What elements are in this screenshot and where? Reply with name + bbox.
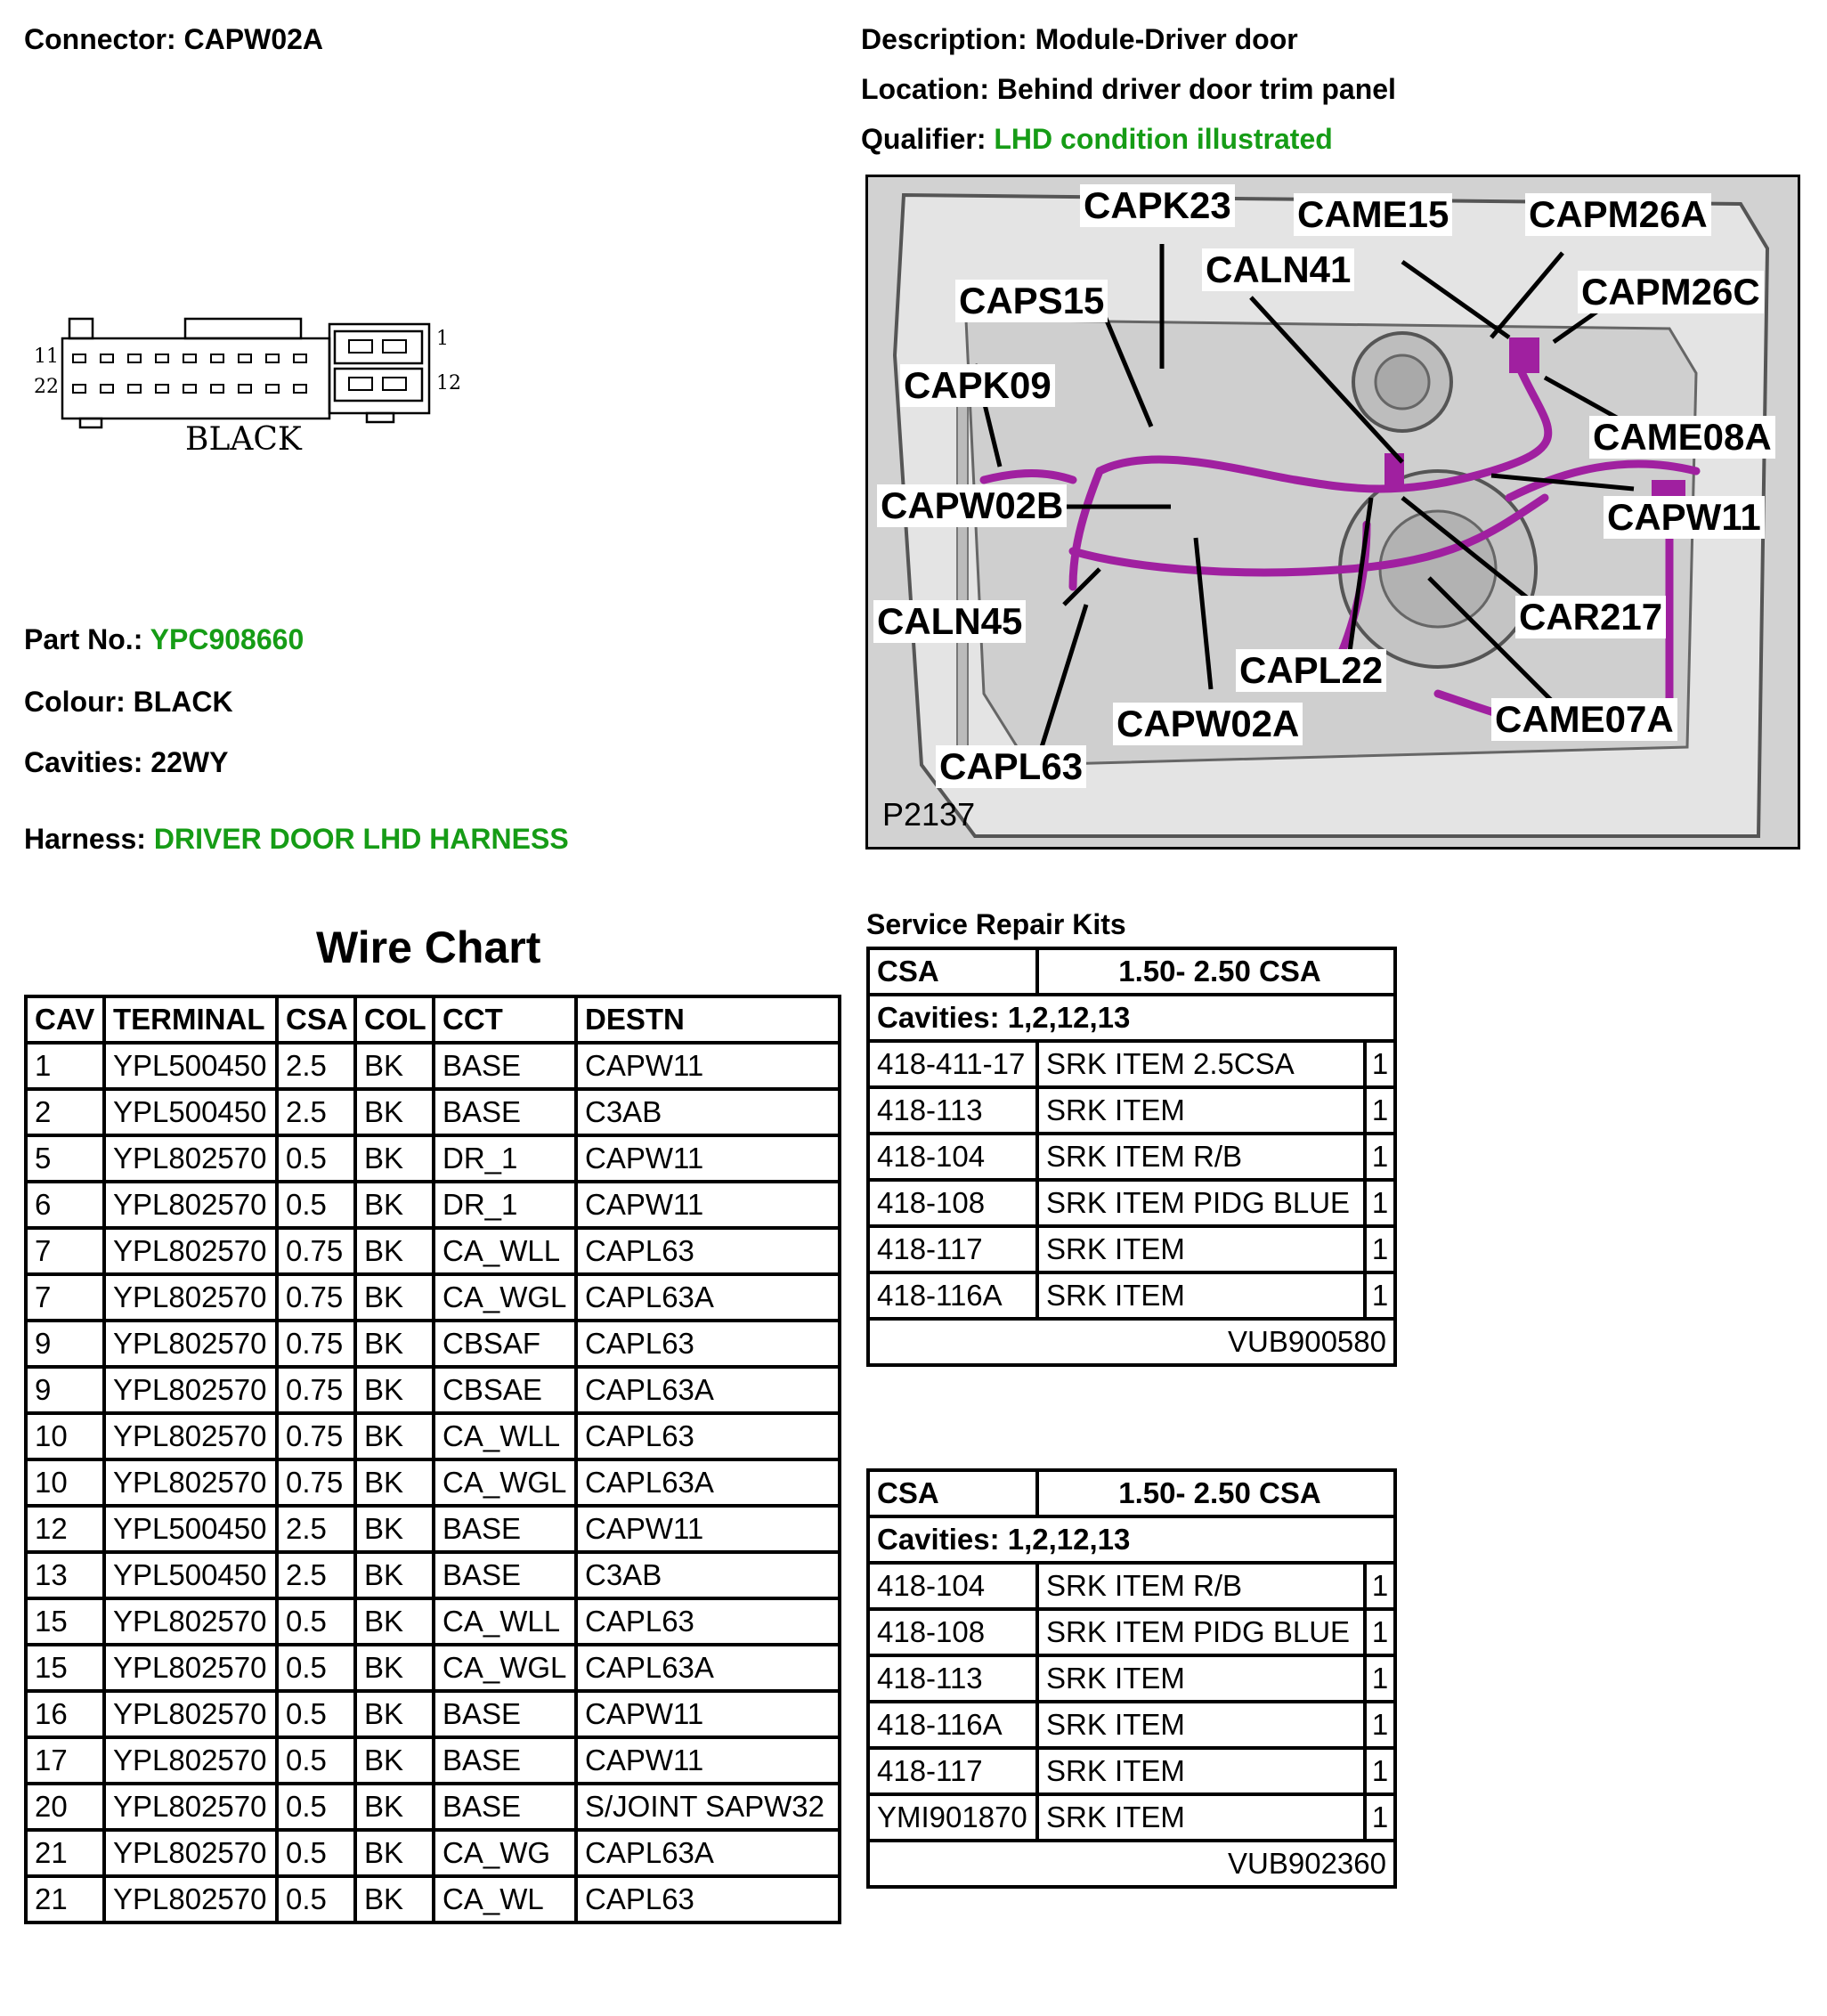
connector-pin [73, 354, 85, 362]
table-row [26, 1089, 840, 1135]
kit-item-part: 418-113 [868, 1087, 1037, 1134]
cell-terminal: YPL500450 [104, 1089, 277, 1135]
table-row [26, 1737, 840, 1784]
cell-cav: 20 [26, 1784, 104, 1830]
cell-cav: 15 [26, 1598, 104, 1645]
cell-cct: CBSAE [434, 1367, 576, 1413]
cell-csa: 0.5 [277, 1737, 355, 1784]
kit-ref-row [868, 1319, 1395, 1365]
connector-pin [183, 354, 196, 362]
cell-col: BK [355, 1321, 434, 1367]
cell-csa: 2.5 [277, 1089, 355, 1135]
kit-reference: VUB902360 [868, 1841, 1395, 1887]
kit-item-desc: SRK ITEM [1037, 1794, 1365, 1841]
kit-item-row [868, 1272, 1395, 1319]
kit-item-row [868, 1226, 1395, 1272]
cell-destn: CAPW11 [576, 1182, 840, 1228]
cell-cct: BASE [434, 1506, 576, 1552]
cell-col: BK [355, 1506, 434, 1552]
cell-destn: CAPL63A [576, 1459, 840, 1506]
wire-chart-table [24, 995, 841, 1924]
kit-ref-row [868, 1841, 1395, 1887]
cell-csa: 0.75 [277, 1367, 355, 1413]
cell-destn: C3AB [576, 1089, 840, 1135]
cell-col: BK [355, 1552, 434, 1598]
cell-col: BK [355, 1645, 434, 1691]
callout-capk23: CAPK23 [1080, 184, 1235, 227]
cell-destn: CAPW11 [576, 1135, 840, 1182]
cell-cct: BASE [434, 1737, 576, 1784]
table-row [26, 1274, 840, 1321]
kit-item-desc: SRK ITEM 2.5CSA [1037, 1041, 1365, 1087]
connector-pin [128, 354, 141, 362]
kit-item-desc: SRK ITEM [1037, 1748, 1365, 1794]
harness: Harness: DRIVER DOOR LHD HARNESS [24, 823, 569, 855]
table-row [26, 1182, 840, 1228]
kit-csa-range: 1.50- 2.50 CSA [1037, 1470, 1395, 1516]
cell-terminal: YPL802570 [104, 1598, 277, 1645]
cell-cct: CBSAF [434, 1321, 576, 1367]
cell-destn: CAPW11 [576, 1043, 840, 1089]
cell-col: BK [355, 1876, 434, 1923]
cell-cav: 17 [26, 1737, 104, 1784]
cell-terminal: YPL802570 [104, 1691, 277, 1737]
image-reference: P2137 [882, 796, 976, 833]
callout-came15: CAME15 [1294, 193, 1452, 236]
cell-cav: 10 [26, 1459, 104, 1506]
cell-cct: CA_WGL [434, 1459, 576, 1506]
cell-terminal: YPL802570 [104, 1321, 277, 1367]
cell-csa: 0.75 [277, 1459, 355, 1506]
connector-pin [128, 385, 141, 393]
callout-capw02b: CAPW02B [877, 484, 1067, 527]
table-row [26, 1830, 840, 1876]
kit-item-desc: SRK ITEM PIDG BLUE [1037, 1180, 1365, 1226]
table-row [26, 1228, 840, 1274]
kit-item-desc: SRK ITEM [1037, 1226, 1365, 1272]
kit-item-desc: SRK ITEM R/B [1037, 1134, 1365, 1180]
cell-cct: BASE [434, 1089, 576, 1135]
cell-csa: 0.5 [277, 1135, 355, 1182]
cell-cav: 21 [26, 1830, 104, 1876]
table-row [26, 1645, 840, 1691]
callout-capw02a: CAPW02A [1113, 703, 1303, 745]
callout-caln45: CALN45 [873, 600, 1026, 643]
door-location-image [865, 175, 1800, 849]
cell-col: BK [355, 1043, 434, 1089]
kit-item-qty: 1 [1365, 1563, 1395, 1609]
connector-pin [294, 354, 306, 362]
table-row [26, 1876, 840, 1923]
cell-csa: 0.75 [277, 1321, 355, 1367]
header-cav: CAV [26, 996, 104, 1043]
kit-item-row [868, 1609, 1395, 1655]
kit-csa-range: 1.50- 2.50 CSA [1037, 948, 1395, 995]
cell-col: BK [355, 1135, 434, 1182]
cell-csa: 0.5 [277, 1182, 355, 1228]
location: Location: Behind driver door trim panel [861, 73, 1396, 105]
cell-csa: 2.5 [277, 1552, 355, 1598]
cell-terminal: YPL802570 [104, 1182, 277, 1228]
kit-item-desc: SRK ITEM R/B [1037, 1563, 1365, 1609]
pin-label-22: 22 [34, 376, 59, 398]
repair-kit-table [866, 1468, 1397, 1889]
cell-cav: 10 [26, 1413, 104, 1459]
cell-csa: 2.5 [277, 1043, 355, 1089]
kit-item-row [868, 1134, 1395, 1180]
kit-csa-row [868, 948, 1395, 995]
kit-item-row [868, 1748, 1395, 1794]
kit-item-row [868, 1180, 1395, 1226]
cell-cct: CA_WG [434, 1830, 576, 1876]
cell-destn: CAPW11 [576, 1737, 840, 1784]
cell-terminal: YPL802570 [104, 1274, 277, 1321]
kit-csa-label: CSA [868, 948, 1037, 995]
kit-item-part: 418-113 [868, 1655, 1037, 1702]
cell-cav: 15 [26, 1645, 104, 1691]
kit-item-desc: SRK ITEM [1037, 1655, 1365, 1702]
cell-cct: DR_1 [434, 1135, 576, 1182]
cell-col: BK [355, 1367, 434, 1413]
kit-item-qty: 1 [1365, 1180, 1395, 1226]
cell-col: BK [355, 1737, 434, 1784]
kit-item-desc: SRK ITEM PIDG BLUE [1037, 1609, 1365, 1655]
callout-capk09: CAPK09 [900, 364, 1055, 407]
header-csa: CSA [277, 996, 355, 1043]
kit-item-part: 418-108 [868, 1180, 1037, 1226]
cell-terminal: YPL802570 [104, 1645, 277, 1691]
connector-colour-label: BLACK [185, 421, 302, 458]
callout-came07a: CAME07A [1491, 698, 1677, 741]
cell-cct: CA_WGL [434, 1645, 576, 1691]
cell-cct: BASE [434, 1043, 576, 1089]
kit-cavities-row [868, 1516, 1395, 1563]
header-col: COL [355, 996, 434, 1043]
callout-capl63: CAPL63 [936, 745, 1086, 788]
connector-pin [183, 385, 196, 393]
connector-pin [73, 385, 85, 393]
connector-pin [156, 354, 168, 362]
cell-terminal: YPL802570 [104, 1459, 277, 1506]
cell-destn: CAPL63 [576, 1413, 840, 1459]
cell-cav: 9 [26, 1367, 104, 1413]
description: Description: Module-Driver door [861, 23, 1298, 55]
cell-col: BK [355, 1182, 434, 1228]
cell-cct: DR_1 [434, 1182, 576, 1228]
cell-destn: CAPL63 [576, 1228, 840, 1274]
kit-item-desc: SRK ITEM [1037, 1702, 1365, 1748]
pin-label-11: 11 [34, 345, 59, 368]
kit-item-row [868, 1087, 1395, 1134]
kit-item-part: YMI901870 [868, 1794, 1037, 1841]
cell-col: BK [355, 1089, 434, 1135]
callout-capm26c: CAPM26C [1578, 271, 1764, 313]
kit-item-qty: 1 [1365, 1041, 1395, 1087]
connector-pin [211, 354, 223, 362]
kit-item-qty: 1 [1365, 1087, 1395, 1134]
cell-csa: 0.5 [277, 1598, 355, 1645]
table-row [26, 1135, 840, 1182]
cell-col: BK [355, 1228, 434, 1274]
header-destn: DESTN [576, 996, 840, 1043]
connector-pin [156, 385, 168, 393]
cell-cav: 21 [26, 1876, 104, 1923]
cavities: Cavities: 22WY [24, 746, 229, 778]
table-row [26, 1784, 840, 1830]
callout-caps15: CAPS15 [955, 280, 1108, 322]
cell-terminal: YPL802570 [104, 1830, 277, 1876]
kit-cavities: Cavities: 1,2,12,13 [868, 995, 1395, 1041]
callout-capw11: CAPW11 [1604, 496, 1765, 539]
callout-came08a: CAME08A [1589, 416, 1775, 459]
table-row [26, 1506, 840, 1552]
cell-csa: 0.75 [277, 1413, 355, 1459]
cell-destn: CAPL63A [576, 1367, 840, 1413]
cell-terminal: YPL500450 [104, 1506, 277, 1552]
cell-cav: 1 [26, 1043, 104, 1089]
cell-cct: CA_WL [434, 1876, 576, 1923]
table-row [26, 1321, 840, 1367]
kit-item-qty: 1 [1365, 1748, 1395, 1794]
callout-capl22: CAPL22 [1236, 649, 1386, 692]
header-cct: CCT [434, 996, 576, 1043]
kit-csa-row [868, 1470, 1395, 1516]
kit-reference: VUB900580 [868, 1319, 1395, 1365]
cell-cav: 16 [26, 1691, 104, 1737]
cell-cct: CA_WLL [434, 1598, 576, 1645]
cell-destn: CAPL63A [576, 1830, 840, 1876]
cell-destn: CAPL63 [576, 1598, 840, 1645]
part-number: Part No.: YPC908660 [24, 623, 304, 655]
connector-pin [239, 354, 251, 362]
cell-cct: BASE [434, 1552, 576, 1598]
cell-col: BK [355, 1691, 434, 1737]
callout-caln41: CALN41 [1202, 248, 1354, 291]
cell-destn: CAPW11 [576, 1691, 840, 1737]
table-row [26, 1043, 840, 1089]
callout-capm26a: CAPM26A [1525, 193, 1711, 236]
kit-item-row [868, 1702, 1395, 1748]
cell-cav: 7 [26, 1228, 104, 1274]
connector-pin [211, 385, 223, 393]
cell-cav: 9 [26, 1321, 104, 1367]
table-row [26, 1691, 840, 1737]
kit-cavities-row [868, 995, 1395, 1041]
cell-destn: CAPL63 [576, 1321, 840, 1367]
header-terminal: TERMINAL [104, 996, 277, 1043]
cell-col: BK [355, 1784, 434, 1830]
kit-item-part: 418-104 [868, 1563, 1037, 1609]
cell-cct: CA_WLL [434, 1413, 576, 1459]
cell-destn: CAPL63 [576, 1876, 840, 1923]
kit-item-part: 418-117 [868, 1748, 1037, 1794]
cell-destn: CAPW11 [576, 1506, 840, 1552]
kit-item-part: 418-108 [868, 1609, 1037, 1655]
cell-csa: 0.5 [277, 1784, 355, 1830]
kit-item-part: 418-411-17 [868, 1041, 1037, 1087]
cell-cct: CA_WGL [434, 1274, 576, 1321]
cell-cct: CA_WLL [434, 1228, 576, 1274]
cell-terminal: YPL802570 [104, 1228, 277, 1274]
cell-terminal: YPL802570 [104, 1367, 277, 1413]
kit-item-qty: 1 [1365, 1702, 1395, 1748]
cell-destn: C3AB [576, 1552, 840, 1598]
kit-item-qty: 1 [1365, 1609, 1395, 1655]
kit-item-row [868, 1041, 1395, 1087]
cell-cav: 7 [26, 1274, 104, 1321]
cell-destn: S/JOINT SAPW32 [576, 1784, 840, 1830]
pin-label-1: 1 [436, 328, 449, 350]
cell-terminal: YPL802570 [104, 1737, 277, 1784]
table-row [26, 1459, 840, 1506]
kit-item-row [868, 1563, 1395, 1609]
kit-item-qty: 1 [1365, 1655, 1395, 1702]
connector-pin [239, 385, 251, 393]
cell-terminal: YPL802570 [104, 1135, 277, 1182]
cell-cct: BASE [434, 1784, 576, 1830]
cell-destn: CAPL63A [576, 1274, 840, 1321]
cell-csa: 2.5 [277, 1506, 355, 1552]
cell-cav: 5 [26, 1135, 104, 1182]
cell-col: BK [355, 1413, 434, 1459]
connector-face-drawing [27, 303, 481, 472]
cell-cav: 12 [26, 1506, 104, 1552]
kit-item-qty: 1 [1365, 1794, 1395, 1841]
cell-csa: 0.5 [277, 1645, 355, 1691]
wire-chart-title: Wire Chart [316, 923, 541, 972]
service-repair-kits-title: Service Repair Kits [866, 908, 1126, 940]
kit-item-qty: 1 [1365, 1226, 1395, 1272]
kit-item-desc: SRK ITEM [1037, 1272, 1365, 1319]
cell-csa: 0.5 [277, 1876, 355, 1923]
connector-pin [266, 354, 279, 362]
connector-id: Connector: CAPW02A [24, 23, 324, 55]
connector-pin [266, 385, 279, 393]
cell-cav: 13 [26, 1552, 104, 1598]
table-row [26, 1552, 840, 1598]
cell-terminal: YPL802570 [104, 1876, 277, 1923]
kit-item-part: 418-117 [868, 1226, 1037, 1272]
cell-terminal: YPL802570 [104, 1413, 277, 1459]
kit-csa-label: CSA [868, 1470, 1037, 1516]
kit-item-part: 418-116A [868, 1272, 1037, 1319]
callout-car217: CAR217 [1515, 596, 1666, 638]
kit-item-qty: 1 [1365, 1134, 1395, 1180]
pin-label-12: 12 [436, 372, 461, 394]
cell-csa: 0.5 [277, 1830, 355, 1876]
cell-terminal: YPL500450 [104, 1552, 277, 1598]
colour: Colour: BLACK [24, 686, 233, 718]
qualifier: Qualifier: LHD condition illustrated [861, 123, 1333, 155]
kit-item-row [868, 1655, 1395, 1702]
cell-cav: 2 [26, 1089, 104, 1135]
cell-col: BK [355, 1459, 434, 1506]
cell-csa: 0.5 [277, 1691, 355, 1737]
connector-pin [101, 385, 113, 393]
table-row [26, 1367, 840, 1413]
kit-item-part: 418-104 [868, 1134, 1037, 1180]
wire-chart-header-row [26, 996, 840, 1043]
kit-item-desc: SRK ITEM [1037, 1087, 1365, 1134]
connector-pin [101, 354, 113, 362]
repair-kit-table [866, 947, 1397, 1367]
kit-cavities: Cavities: 1,2,12,13 [868, 1516, 1395, 1563]
cell-terminal: YPL802570 [104, 1784, 277, 1830]
cell-csa: 0.75 [277, 1228, 355, 1274]
cell-col: BK [355, 1598, 434, 1645]
table-row [26, 1413, 840, 1459]
cell-destn: CAPL63A [576, 1645, 840, 1691]
cell-terminal: YPL500450 [104, 1043, 277, 1089]
cell-cct: BASE [434, 1691, 576, 1737]
table-row [26, 1598, 840, 1645]
kit-item-qty: 1 [1365, 1272, 1395, 1319]
connector-pin [294, 385, 306, 393]
cell-col: BK [355, 1274, 434, 1321]
kit-item-part: 418-116A [868, 1702, 1037, 1748]
kit-item-row [868, 1794, 1395, 1841]
cell-col: BK [355, 1830, 434, 1876]
cell-cav: 6 [26, 1182, 104, 1228]
cell-csa: 0.75 [277, 1274, 355, 1321]
